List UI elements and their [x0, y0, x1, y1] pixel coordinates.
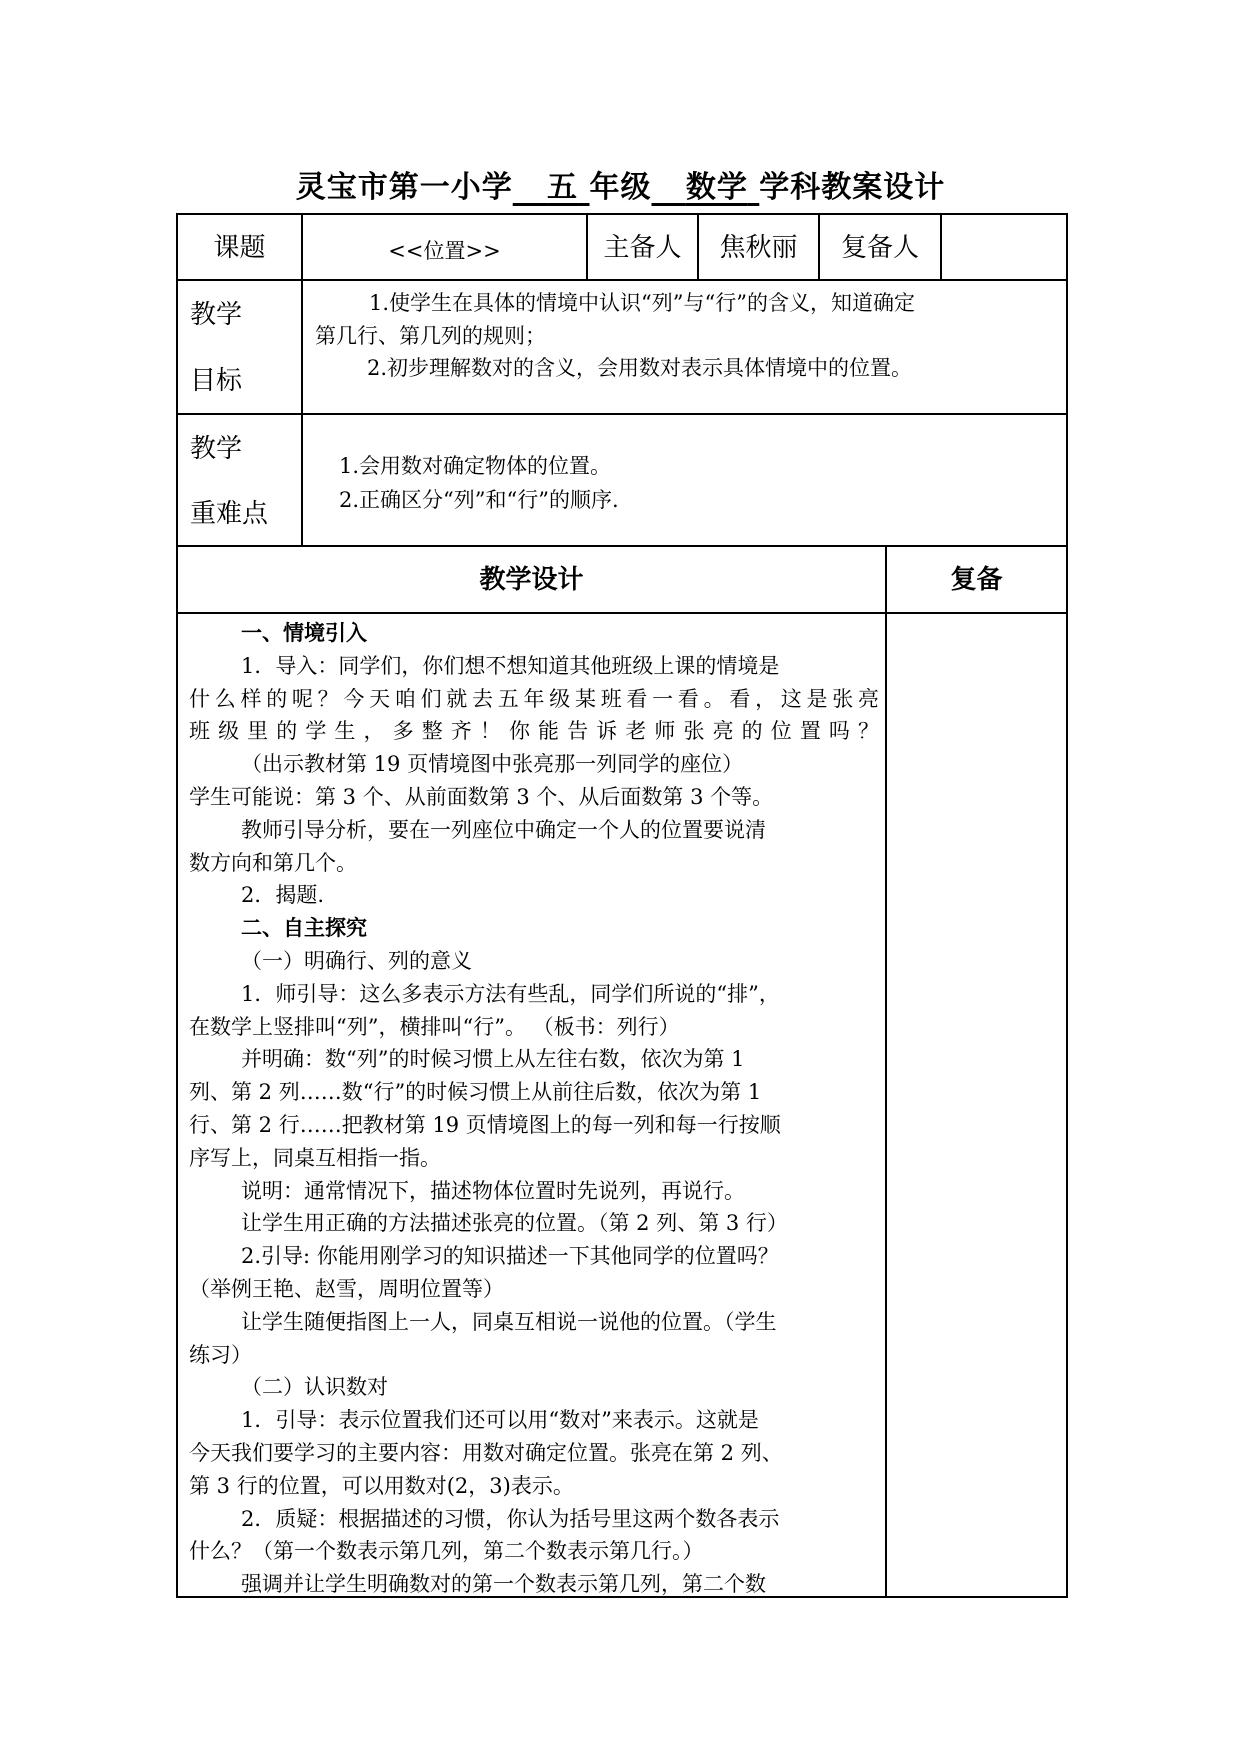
body-line: 1．导入：同学们，你们想不想知道其他班级上课的情境是 — [241, 653, 780, 678]
body-line: （一）明确行、列的意义 — [241, 948, 472, 973]
body-line: 2.引导: 你能用刚学习的知识描述一下其他同学的位置吗？ — [241, 1244, 779, 1269]
body-line: 说明：通常情况下，描述物体位置时先说列，再说行。 — [241, 1178, 745, 1203]
topic-label: 课题 — [213, 233, 266, 263]
body-line: 列、第 2 列……数“行”的时候习惯上从前往后数，依次为第 1 — [189, 1080, 762, 1105]
school-name: 灵宝市第一小学 — [295, 170, 513, 205]
body-line: 2．揭题. — [241, 883, 325, 908]
body-line: 让学生用正确的方法描述张亮的位置。（第 2 列、第 3 行） — [241, 1211, 788, 1236]
topic-value: <<位置>> — [388, 239, 501, 263]
body-line: 2．质疑：根据描述的习惯，你认为括号里这两个数各表示 — [241, 1506, 780, 1531]
body-line: 数方向和第几个。 — [189, 850, 357, 875]
body-line: 第 3 行的位置，可以用数对(2，3)表示。 — [189, 1473, 574, 1498]
objectives-label-line1: 教学 — [190, 300, 243, 330]
main-preparer-value: 焦秋丽 — [719, 233, 798, 263]
body-line: 1．引导：表示位置我们还可以用“数对”来表示。这就是 — [241, 1408, 759, 1433]
section-heading: 二、自主探究 — [241, 916, 367, 941]
grade-suffix: 年级 — [589, 170, 652, 205]
objective-line-2: 第几行、第几列的规则； — [315, 324, 546, 348]
body-line: 班级里的学生，多整齐！你能告诉老师张亮的位置吗？ — [189, 719, 879, 744]
objectives-label-line2: 目标 — [190, 366, 243, 396]
subject-blank — [652, 170, 760, 205]
grade-blank — [513, 170, 590, 205]
body-line: 1．师引导：这么多表示方法有些乱，同学们所说的“排”， — [241, 981, 780, 1006]
body-line: 在数学上竖排叫“列”，横排叫“行”。 （板书：列行） — [189, 1014, 680, 1039]
subject-suffix: 学科教案设计 — [759, 170, 946, 205]
review-header: 复备 — [950, 565, 1003, 595]
section-heading: 一、情境引入 — [241, 621, 367, 645]
body-line: （出示教材第 19 页情境图中张亮那一列同学的座位） — [241, 752, 744, 777]
body-line: 什么？（第一个数表示第几列，第二个数表示第几行。） — [189, 1539, 704, 1564]
keypoints-label-line2: 重难点 — [190, 499, 269, 529]
body-line: 今天我们要学习的主要内容：用数对确定位置。张亮在第 2 列、 — [189, 1440, 783, 1465]
design-body — [189, 617, 879, 1601]
body-line: 让学生随便指图上一人，同桌互相说一说他的位置。（学生 — [241, 1309, 777, 1334]
co-preparer-label: 复备人 — [840, 233, 919, 263]
body-line: 教师引导分析，要在一列座位中确定一个人的位置要说清 — [241, 817, 766, 842]
body-line: 行、第 2 行……把教材第 19 页情境图上的每一列和每一行按顺 — [189, 1112, 781, 1137]
body-line: （二）认识数对 — [241, 1375, 388, 1400]
body-line: 学生可能说：第 3 个、从前面数第 3 个、从后面数第 3 个等。 — [189, 784, 774, 809]
objective-line-3: 2.初步理解数对的含义，会用数对表示具体情境中的位置。 — [367, 356, 913, 380]
body-line: 强调并让学生明确数对的第一个数表示第几列，第二个数 — [241, 1572, 766, 1597]
body-line: 序写上，同桌互相指一指。 — [189, 1145, 441, 1170]
main-preparer-label: 主备人 — [603, 233, 682, 263]
keypoints-label-line1: 教学 — [190, 434, 243, 464]
body-line: （举例王艳、赵雪，周明位置等） — [189, 1276, 504, 1301]
objective-line-1: 1.使学生在具体的情境中认识“列”与“行”的含义，知道确定 — [369, 291, 915, 315]
grade-value: 五 — [547, 170, 579, 205]
keypoint-line-1: 1.会用数对确定物体的位置。 — [339, 454, 612, 478]
keypoint-line-2: 2.正确区分“列”和“行”的顺序. — [339, 488, 619, 512]
body-line: 练习） — [189, 1342, 252, 1367]
document-title — [0, 162, 1241, 206]
body-line: 并明确：数“列”的时候习惯上从左往右数，依次为第 1 — [241, 1047, 745, 1072]
design-header: 教学设计 — [479, 565, 584, 595]
subject-value: 数学 — [685, 170, 748, 205]
body-line: 什么样的呢？今天咱们就去五年级某班看一看。看，这是张亮 — [189, 686, 879, 711]
